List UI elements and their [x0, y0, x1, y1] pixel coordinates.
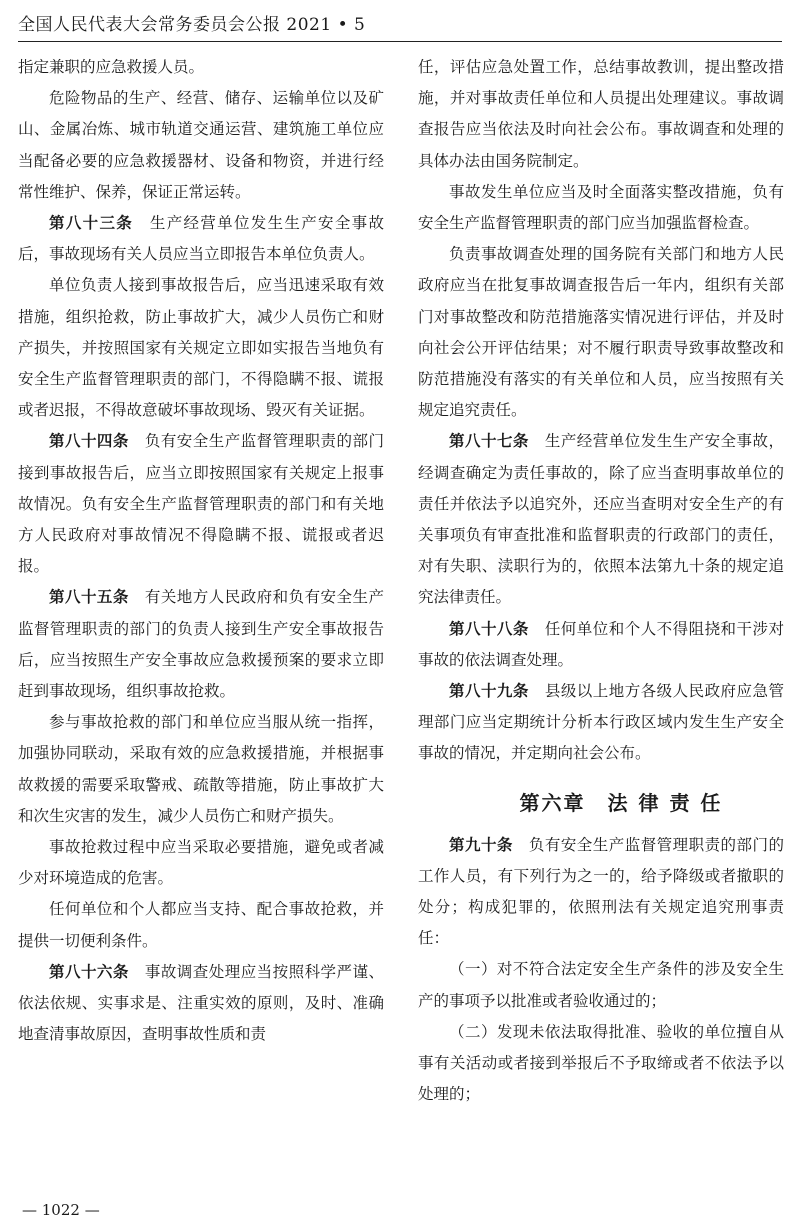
article-text: 任何单位和个人不得阻挠和干涉对事故的依法调查处理。	[418, 619, 784, 669]
chapter-title: 法 律 责 任	[607, 790, 723, 815]
page-number: — 1022 —	[22, 1201, 100, 1219]
article-text: 负有安全生产监督管理职责的部门的工作人员，有下列行为之一的，给予降级或者撤职的处分；构成犯罪的，依照刑法有关规定追究刑事责任：	[418, 835, 784, 948]
chapter-heading	[418, 788, 784, 818]
body-paragraph: 危险物品的生产、经营、储存、运输单位以及矿山、金属冶炼、城市轨道交通运营、建筑施工单位应当配备必要的应急救援器材、设备和物资，并进行经常性维护、保养，保证正常运转。	[18, 89, 384, 201]
article-text: 事故调查处理应当按照科学严谨、依法依规、实事求是、注重实效的原则，及时、准确地查清事故原因，查明事故性质和责	[18, 962, 384, 1044]
continued-paragraph: 指定兼职的应急救援人员。	[18, 58, 205, 76]
article-paragraph	[418, 830, 784, 955]
body-paragraph: 任何单位和个人都应当支持、配合事故抢救，并提供一切便利条件。	[18, 900, 384, 950]
header-divider	[18, 41, 782, 42]
article-text: 有关地方人民政府和负有安全生产监督管理职责的部门的负责人接到生产安全事故报告后，应当按照生产安全事故应急救援预案的要求立即赶到事故现场，组织事故抢救。	[18, 588, 384, 701]
article-label: 第八十七条	[449, 432, 529, 451]
continued-paragraph: 任，评估应急处置工作，总结事故教训，提出整改措施，并对事故责任单位和人员提出处理建议。事故调查报告应当依法及时向社会公布。事故调查和处理的具体办法由国务院制定。	[418, 58, 784, 170]
article-paragraph	[418, 676, 784, 770]
body-paragraph: 参与事故抢救的部门和单位应当服从统一指挥，加强协同联动，采取有效的应急救援措施，并根据事故救援的需要采取警戒、疏散等措施，防止事故扩大和次生灾害的发生，减少人员伤亡和财产损失。	[18, 713, 384, 825]
body-paragraph: （一）对不符合法定安全生产条件的涉及安全生产的事项予以批准或者验收通过的；	[418, 960, 784, 1010]
body-paragraph: 事故发生单位应当及时全面落实整改措施，负有安全生产监督管理职责的部门应当加强监督检查。	[418, 182, 784, 233]
article-label: 第八十三条	[49, 214, 134, 233]
article-label: 第八十五条	[49, 588, 129, 607]
article-paragraph	[18, 426, 384, 582]
article-label: 第八十四条	[49, 432, 129, 451]
body-paragraph: 单位负责人接到事故报告后，应当迅速采取有效措施，组织抢救，防止事故扩大，减少人员伤亡和财产损失，并按照国家有关规定立即如实报告当地负有安全生产监督管理职责的部门，不得隐瞒不报、谎报或者迟报，不得故意破坏事故现场、毁灭有关证据。	[18, 276, 384, 420]
article-label: 第九十条	[449, 835, 513, 854]
right-text-column	[418, 52, 784, 1111]
article-text: 生产经营单位发生生产安全事故，经调查确定为责任事故的，除了应当查明事故单位的责任并依法予以追究外，还应当查明对安全生产的有关事项负有审查批准和监督职责的行政部门的责任，对有失职、渎职行为的，依照本法第九十条的规定追究法律责任。	[418, 432, 784, 607]
article-text: 负有安全生产监督管理职责的部门接到事故报告后，应当立即按照国家有关规定上报事故情况。负有安全生产监督管理职责的部门和有关地方人民政府对事故情况不得隐瞒不报、谎报或者迟报。	[18, 432, 384, 576]
body-paragraph: （二）发现未依法取得批准、验收的单位擅自从事有关活动或者接到举报后不予取缔或者不依法予以处理的；	[418, 1022, 784, 1104]
article-text: 生产经营单位发生生产安全事故后，事故现场有关人员应当立即报告本单位负责人。	[18, 214, 384, 264]
article-paragraph	[18, 582, 384, 707]
article-paragraph	[18, 957, 384, 1051]
article-label: 第八十九条	[449, 682, 529, 701]
article-paragraph	[418, 426, 784, 613]
article-label: 第八十六条	[49, 962, 129, 981]
body-paragraph: 事故抢救过程中应当采取必要措施，避免或者减少对环境造成的危害。	[18, 838, 384, 888]
article-paragraph	[18, 208, 384, 270]
gazette-header: 全国人民代表大会常务委员会公报 2021 • 5	[18, 15, 366, 35]
chapter-number: 第六章	[519, 790, 586, 815]
body-paragraph: 负责事故调查处理的国务院有关部门和地方人民政府应当在批复事故调查报告后一年内，组织有关部门对事故整改和防范措施落实情况进行评估，并及时向社会公开评估结果；对不履行职责导致事故整改和防范措施没有落实的有关单位和人员，应当按照有关规定追究责任。	[418, 245, 784, 420]
left-text-column	[18, 52, 384, 1051]
article-text: 县级以上地方各级人民政府应急管理部门应当定期统计分析本行政区域内发生生产安全事故的情况，并定期向社会公布。	[418, 682, 784, 763]
article-label: 第八十八条	[449, 619, 529, 638]
article-paragraph	[418, 614, 784, 676]
